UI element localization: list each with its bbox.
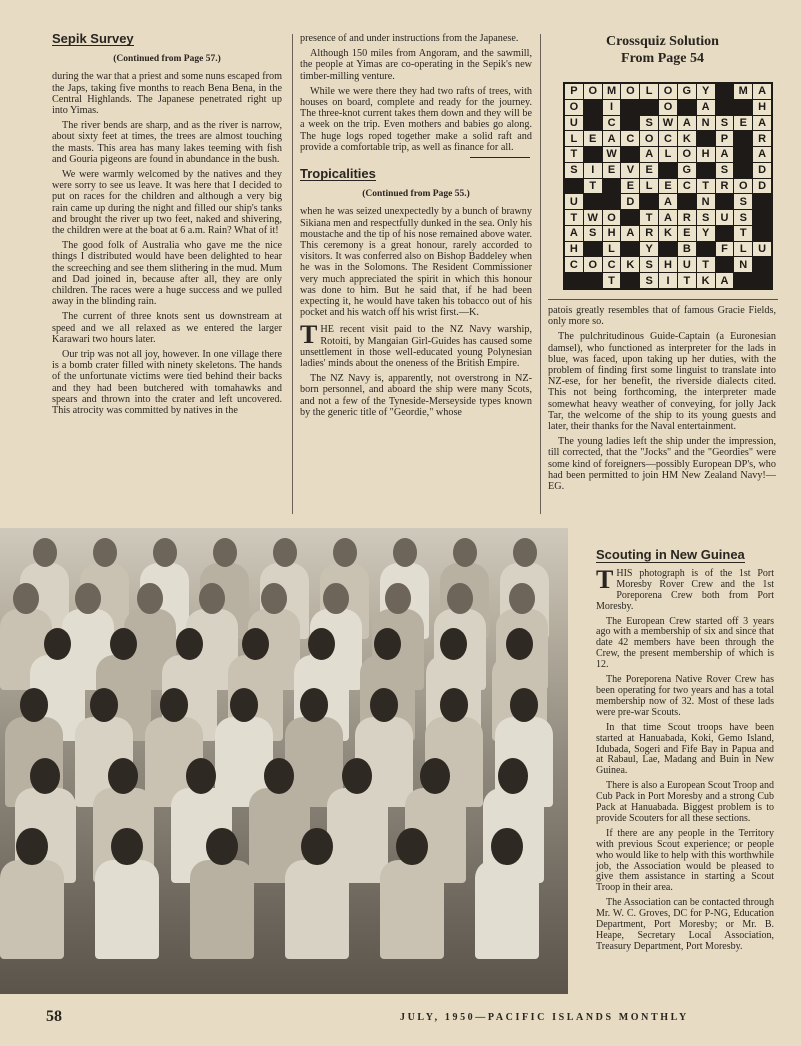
- crossquiz-rule: [548, 299, 778, 300]
- person-head: [333, 538, 357, 567]
- crossword-letter: N: [697, 194, 715, 209]
- crossword-letter: M: [603, 84, 621, 99]
- person-head: [396, 828, 427, 865]
- crossword-block: [753, 273, 771, 288]
- person-head: [264, 758, 294, 794]
- person-head: [186, 758, 216, 794]
- crossword-letter: E: [603, 163, 621, 178]
- person-head: [440, 688, 469, 722]
- crossword-block: [734, 147, 752, 162]
- crossword-block: [716, 100, 734, 115]
- crossword-letter: U: [678, 257, 696, 272]
- crossword-letter: R: [678, 210, 696, 225]
- crossword-block: [621, 147, 639, 162]
- person-head: [393, 538, 417, 567]
- crossword-letter: L: [640, 179, 658, 194]
- issue-line: JULY, 1950—PACIFIC ISLANDS MONTHLY: [400, 1012, 689, 1023]
- crossword-letter: E: [640, 163, 658, 178]
- person-head: [513, 538, 537, 567]
- crossword-letter: T: [565, 147, 583, 162]
- crossword-letter: A: [659, 210, 677, 225]
- crossword-letter: W: [584, 210, 602, 225]
- crossword-letter: Y: [697, 84, 715, 99]
- crossword-block: [584, 273, 602, 288]
- person-head: [93, 538, 117, 567]
- crossword-block: [734, 273, 752, 288]
- crossword-letter: C: [565, 257, 583, 272]
- crossword-letter: S: [584, 226, 602, 241]
- crossword-letter: E: [734, 116, 752, 131]
- crossword-letter: R: [640, 226, 658, 241]
- person-head: [447, 583, 473, 614]
- crossword-letter: A: [565, 226, 583, 241]
- crossword-letter: C: [659, 131, 677, 146]
- crossword-letter: H: [659, 257, 677, 272]
- crossword-block: [603, 179, 621, 194]
- crossword-letter: B: [678, 242, 696, 257]
- crossword-block: [678, 100, 696, 115]
- crossword-letter: P: [565, 84, 583, 99]
- crossword-letter: G: [678, 163, 696, 178]
- middle-para: Although 150 miles from Angoram, and the sawmill, the people at Yimas are co-operating in the Sepik's new timber-milling venture.: [300, 48, 532, 82]
- crossword-letter: A: [603, 131, 621, 146]
- crossword-block: [565, 179, 583, 194]
- person-head: [16, 828, 47, 865]
- crossword-letter: T: [697, 179, 715, 194]
- crossword-letter: A: [621, 226, 639, 241]
- right-para: The pulchritudinous Guide-Captain (a Euronesian damsel), who functioned as interpreter for the lads in blue, was faced, upon taking up her duties, with the problem of finding first some linguist to translate into NZ-ese, for her benefit, the riverside dialects cited. This not being forthcoming, the interpreter made somewhat heavy weather of conveying, for jolly Jack Tar, the welcome of the ship to its young guests and later, their thanks for the Naval entertainment.: [548, 331, 776, 433]
- crossword-letter: L: [565, 131, 583, 146]
- crossword-letter: K: [621, 257, 639, 272]
- crossword-block: [621, 242, 639, 257]
- person-head: [509, 583, 535, 614]
- person-head: [199, 583, 225, 614]
- crossword-letter: S: [640, 273, 658, 288]
- crossword-block: [753, 257, 771, 272]
- crossword-block: [621, 273, 639, 288]
- crossword-letter: Y: [697, 226, 715, 241]
- crossword-letter: V: [621, 163, 639, 178]
- person-head: [20, 688, 49, 722]
- crossword-block: [697, 131, 715, 146]
- crossword-letter: S: [697, 210, 715, 225]
- person-head: [160, 688, 189, 722]
- crossword-letter: U: [565, 116, 583, 131]
- person-head: [342, 758, 372, 794]
- crossword-block: [753, 226, 771, 241]
- crossword-block: [716, 194, 734, 209]
- crossword-block: [584, 100, 602, 115]
- crossword-letter: A: [678, 116, 696, 131]
- crossword-block: [734, 100, 752, 115]
- middle-para: presence of and under instructions from the Japanese.: [300, 33, 519, 44]
- crossword-letter: O: [659, 84, 677, 99]
- section-rule: [470, 157, 530, 158]
- crossword-block: [584, 194, 602, 209]
- crossword-letter: E: [621, 179, 639, 194]
- crossword-letter: T: [697, 257, 715, 272]
- person-head: [261, 583, 287, 614]
- crossword-letter: H: [565, 242, 583, 257]
- crossword-letter: O: [584, 84, 602, 99]
- crossword-letter: C: [678, 179, 696, 194]
- crossword-letter: A: [640, 147, 658, 162]
- crossword-letter: A: [753, 147, 771, 162]
- drop-cap: T: [596, 564, 614, 594]
- crossword-letter: W: [659, 116, 677, 131]
- crossword-letter: C: [621, 131, 639, 146]
- crossword-letter: O: [603, 210, 621, 225]
- navy-para: THE recent visit paid to the NZ Navy warship, Rotoiti, by Mangaian Girl-Guides has caused some unsettlement in those well-educated young Polynesian ladies' minds about the oneness of the British Empire.: [300, 320, 532, 370]
- crossword-letter: A: [716, 147, 734, 162]
- crossword-block: [659, 242, 677, 257]
- crossword-letter: A: [753, 116, 771, 131]
- crossword-letter: S: [640, 257, 658, 272]
- crossword-letter: T: [678, 273, 696, 288]
- crossword-letter: U: [565, 194, 583, 209]
- crossword-block: [565, 273, 583, 288]
- crossword-letter: K: [659, 226, 677, 241]
- crossword-block: [640, 100, 658, 115]
- person-head: [300, 688, 329, 722]
- drop-cap: T: [300, 320, 318, 350]
- crossword-letter: T: [734, 226, 752, 241]
- sepik-column: [52, 33, 282, 420]
- crossword-letter: K: [697, 273, 715, 288]
- crossword-letter: O: [640, 131, 658, 146]
- crossword-letter: H: [697, 147, 715, 162]
- person-torso: [285, 860, 349, 959]
- person-head: [137, 583, 163, 614]
- crossword-letter: A: [659, 194, 677, 209]
- page-number: 58: [46, 1008, 62, 1025]
- person-head: [301, 828, 332, 865]
- crossword-letter: I: [584, 163, 602, 178]
- crossword-letter: P: [716, 131, 734, 146]
- person-head: [230, 688, 259, 722]
- crossword-letter: U: [753, 242, 771, 257]
- crossword-block: [697, 242, 715, 257]
- crossword-block: [659, 163, 677, 178]
- crossword-block: [584, 116, 602, 131]
- person-head: [370, 688, 399, 722]
- crossword-letter: N: [697, 116, 715, 131]
- scouting-para: In that time Scout troops have been started at Hanuabada, Koki, Gemo Island, Idubada, Sogeri and Fife Bay in Papua and at Rabaul, Lae, Madang and Buin in New Guinea.: [596, 721, 774, 777]
- crossword-letter: S: [734, 210, 752, 225]
- crossword-letter: L: [603, 242, 621, 257]
- crossword-letter: O: [659, 100, 677, 115]
- person-torso: [190, 860, 254, 959]
- person-head: [75, 583, 101, 614]
- person-head: [108, 758, 138, 794]
- person-head: [90, 688, 119, 722]
- person-head: [13, 583, 39, 614]
- sepik-continued: (Continued from Page 57.): [113, 54, 221, 65]
- crossword-block: [640, 194, 658, 209]
- crossword-letter: T: [565, 210, 583, 225]
- column-divider: [292, 34, 293, 514]
- crossword-letter: Y: [640, 242, 658, 257]
- scouting-column: [596, 547, 774, 957]
- crossword-block: [584, 242, 602, 257]
- crossword-letter: K: [678, 131, 696, 146]
- person-head: [30, 758, 60, 794]
- crossword-letter: G: [678, 84, 696, 99]
- crossword-letter: S: [734, 194, 752, 209]
- tropicalities-heading: Tropicalities: [300, 166, 376, 182]
- crossword-block: [621, 210, 639, 225]
- person-head: [206, 828, 237, 865]
- crossword-letter: O: [565, 100, 583, 115]
- crossword-block: [584, 147, 602, 162]
- person-head: [153, 538, 177, 567]
- crossword-letter: L: [734, 242, 752, 257]
- person-head: [323, 583, 349, 614]
- person-torso: [380, 860, 444, 959]
- crossword-block: [603, 194, 621, 209]
- crossword-block: [716, 257, 734, 272]
- crossword-block: [697, 163, 715, 178]
- person-head: [385, 583, 411, 614]
- crossword-block: [621, 116, 639, 131]
- crossword-letter: O: [678, 147, 696, 162]
- person-head: [33, 538, 57, 567]
- crossword-grid: [563, 82, 773, 290]
- person-head: [420, 758, 450, 794]
- scouting-para: The European Crew started off 3 years ago with a membership of six and since that date 42 members have been through the Crew, the present membership of which is 12.: [596, 615, 774, 671]
- column-divider: [540, 34, 541, 514]
- person-head: [491, 828, 522, 865]
- crossword-letter: E: [678, 226, 696, 241]
- sepik-para: The river bends are sharp, and as the river is narrow, about sixty feet at times, the trees are almost touching the masts. This area has many lakes teeming with fish and Gouria pigeons are found in abundance in the bush.: [52, 120, 282, 165]
- crossword-letter: O: [584, 257, 602, 272]
- crossword-block: [753, 194, 771, 209]
- person-head: [453, 538, 477, 567]
- crossword-letter: I: [659, 273, 677, 288]
- crossword-letter: C: [603, 116, 621, 131]
- right-column: [548, 305, 776, 496]
- crossword-letter: T: [640, 210, 658, 225]
- person-torso: [95, 860, 159, 959]
- crossword-letter: S: [716, 163, 734, 178]
- crossword-letter: A: [716, 273, 734, 288]
- person-head: [510, 688, 539, 722]
- crossword-letter: A: [697, 100, 715, 115]
- crossword-letter: S: [565, 163, 583, 178]
- sepik-heading: Sepik Survey: [52, 31, 134, 46]
- crossword-letter: I: [603, 100, 621, 115]
- person-torso: [0, 860, 64, 959]
- scouting-para: The Poreporena Native Rover Crew has been operating for two years and has a total membership now of 32. Most of these lads were pre-war Scouts.: [596, 674, 774, 718]
- person-head: [111, 828, 142, 865]
- person-head: [273, 538, 297, 567]
- sepik-para: The current of three knots sent us downstream at speed and we all relaxed as we entered the larger Karawari two hours later.: [52, 311, 282, 345]
- crossword-letter: C: [603, 257, 621, 272]
- crossword-block: [678, 194, 696, 209]
- scouting-para: If there are any people in the Territory with previous Scout experience; or people who would like to help with this worthwhile job, the Association would be pleased to give them assistance in starting a Scout Troop in their area.: [596, 827, 774, 894]
- crossword-letter: S: [716, 116, 734, 131]
- crossword-letter: T: [603, 273, 621, 288]
- scouting-para: THIS photograph is of the 1st Port Moresby Rover Crew and the 1st Poreporena Crew both from Port Moresby.: [596, 564, 774, 612]
- crossword-block: [734, 131, 752, 146]
- navy-para-2: The NZ Navy is, apparently, not overstrong in NZ-born personnel, and aboard the ship were many Scots, and not a few of the Tyneside-Merseyside types known by the generic title of "Geordie," whose: [300, 373, 532, 418]
- crossword-letter: D: [753, 179, 771, 194]
- sepik-para: We were warmly welcomed by the natives and they were sorry to see us leave. It was here that I decided to put on races for the children and although a very big rain came up during the night and filled our ship's tanks and brought the river up two feet, naked and shivering, the children were at the boat at 6 a.m. Rain? What of it!: [52, 169, 282, 237]
- middle-column: [300, 33, 532, 422]
- person-torso: [475, 860, 539, 959]
- crossword-letter: L: [640, 84, 658, 99]
- crossword-block: [621, 100, 639, 115]
- crossword-letter: D: [753, 163, 771, 178]
- crossword-letter: M: [734, 84, 752, 99]
- crossword-letter: L: [659, 147, 677, 162]
- scouts-photograph: [0, 528, 568, 994]
- sepik-para: The good folk of Australia who gave me the nice things I distributed would have been delighted to hear the screeching and see them slithering in the mud. Mum and Dad joined in, because after all, they are only children. The races were a huge success and we pulled away in the blinding rain.: [52, 240, 282, 308]
- crossword-letter: E: [584, 131, 602, 146]
- crossword-letter: O: [734, 179, 752, 194]
- scouting-para: There is also a European Scout Troop and Cub Pack in Port Moresby and a strong Cub Pack at Hanuabada. Biggest problem is to provide Scouters for all these sections.: [596, 780, 774, 824]
- crossword-letter: T: [584, 179, 602, 194]
- crossword-letter: N: [734, 257, 752, 272]
- person-head: [498, 758, 528, 794]
- crossword-block: [716, 84, 734, 99]
- crossword-letter: U: [716, 210, 734, 225]
- crossword-letter: W: [603, 147, 621, 162]
- crossword-letter: R: [753, 131, 771, 146]
- crossword-letter: O: [621, 84, 639, 99]
- scouting-heading: Scouting in New Guinea: [596, 547, 745, 562]
- scouting-para: The Association can be contacted through Mr. W. C. Groves, DC for P-NG, Education Department, Port Moresby; or Mr. B. Heape, Secretary Local Association, Treasury Department, Port Moresby.: [596, 897, 774, 952]
- tropicalities-continued: (Continued from Page 55.): [362, 189, 470, 200]
- right-para: patois greatly resembles that of famous Gracie Fields, only more so.: [548, 305, 776, 328]
- sepik-para: during the war that a priest and some nuns escaped from the Japs, taking five months to reach Bena Bena, in the Central Highlands. The Japanese penetrated right up into Yimas.: [52, 71, 282, 117]
- right-para: The young ladies left the ship under the impression, till corrected, that the "Jocks" and the "Geordies" were some kind of foreigners—possibly European DP's, who had been permitted to join HM New Zealand Navy!—EG.: [548, 436, 776, 493]
- sepik-para: Our trip was not all joy, however. In one village there is a bomb crater filled with ninety skeletons. The hands of the unfortunate victims were tied behind their backs and they had been butchered with tomahawks and spears and thrown into the crater and left uncovered. This atrocity was committed by natives in the: [52, 349, 282, 417]
- crossword-letter: S: [640, 116, 658, 131]
- crossword-letter: E: [659, 179, 677, 194]
- crossword-letter: D: [621, 194, 639, 209]
- person-head: [213, 538, 237, 567]
- middle-para: While we were there they had two rafts of trees, with houses on board, complete and ready for the journey. The three-knot current takes them down and they will be a week on the trip. Even mothers and babies go along. The huge logs roped together make a solid raft and provide a comfortable trip, as well as finance for all.: [300, 85, 532, 153]
- crossword-letter: A: [753, 84, 771, 99]
- crossword-letter: H: [753, 100, 771, 115]
- crossword-block: [753, 210, 771, 225]
- crossword-block: [734, 163, 752, 178]
- crossword-letter: R: [716, 179, 734, 194]
- tropicalities-para: when he was seized unexpectedly by a bunch of brawny Sikiana men and respectfully dunked in the sea. Only his moustache and the tip of his nose remained above water. This ceremony is a great honour, rarely accorded to visitors. It was conferred also on Bishop Baddeley when he was in the Solomons. The Resident Commissioner very much appreciated the spirit in which this honour was done to him. But he said that, if he had been expecting it, he would have taken his tobacco out of his pocket and his watch off his wrist first.—K.: [300, 206, 532, 319]
- crossword-letter: F: [716, 242, 734, 257]
- crossquiz-title: Crossquiz Solution From Page 54: [606, 34, 719, 66]
- crossword-letter: H: [603, 226, 621, 241]
- crossword-block: [716, 226, 734, 241]
